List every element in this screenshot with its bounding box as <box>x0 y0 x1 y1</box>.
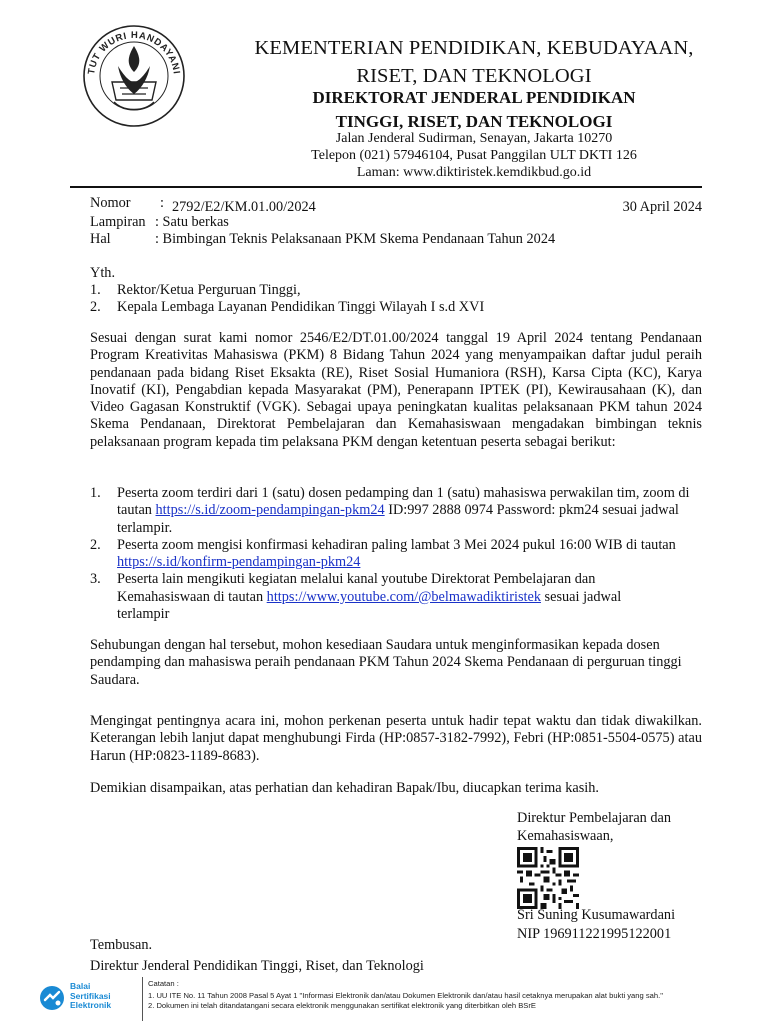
signature-qr-code <box>517 847 579 909</box>
request-paragraph: Sehubungan dengan hal tersebut, mohon kesediaan Saudara untuk menginformasikan kepada dosen pendamping dan mahasiswa peraih pendanaan PKM Tahun 2024 Skema Pendanaan di perguruan tinggi Saudara. <box>90 637 682 688</box>
lampiran-value: : Satu berkas <box>155 214 229 230</box>
hal-label: Hal <box>90 231 111 247</box>
directorate-line-2: TINGGI, RISET, DAN TEKNOLOGI <box>335 112 613 131</box>
opening-paragraph: Sesuai dengan surat kami nomor 2546/E2/DT.01.00/2024 tanggal 19 April 2024 tentang Pendanaan Program Kreativitas Mahasiswa (PKM) 8 Bidang Tahun 2024 yang menyampaikan daftar judul peraih pendanaan pada bidang Riset Eksakta (RE), Riset Sosial Humaniora (RSH), Karsa Cipta (KC), Karya Inovatif (KI), Pengabdian kepada Masyarakat (PM), Penerapann IPTEK (PI), Kewirausahaan (K), dan Video Gagasan Konstruktif (VGK). Sebagai upaya peningkatan kualitas pelaksanaan PKM tahun 2024 Skema Pendanaan, Direktorat Pembelajaran dan Kemahasiswaan mengadakan bimbingan teknis pelaksanaan program kepada tim pelaksana PKM dengan ketentuan peserta sebagai berikut: <box>90 330 702 450</box>
provision-text <box>117 485 702 537</box>
provision-number: 1. <box>90 485 101 501</box>
bsre-text-line-1: Balai <box>70 981 91 991</box>
footer-notes <box>148 979 663 1011</box>
provision-text <box>117 537 702 572</box>
provision-item <box>90 537 702 572</box>
bsre-text <box>70 982 111 1011</box>
provision-item <box>90 571 702 623</box>
recipient-text: Rektor/Ketua Perguruan Tinggi, <box>117 282 301 298</box>
nomor-colon: : <box>160 195 164 211</box>
bsre-emblem-icon <box>38 984 66 1012</box>
website-line: Laman: www.diktiristek.kemdikbud.go.id <box>356 165 592 180</box>
provision-item <box>90 485 702 537</box>
lampiran-label: Lampiran <box>90 214 146 230</box>
catatan-label: Catatan : <box>148 979 179 988</box>
cc-item: Direktur Jenderal Pendidikan Tinggi, Riset, dan Teknologi <box>90 958 424 974</box>
letterhead-contact <box>180 130 768 181</box>
youtube-link[interactable]: https://www.youtube.com/@belmawadiktiristek <box>266 588 541 605</box>
ministry-line-1: KEMENTERIAN PENDIDIKAN, KEBUDAYAAN, <box>254 37 694 59</box>
recipient-number: 1. <box>90 282 101 298</box>
provision-text-before: Peserta zoom terdiri dari 1 (satu) dosen pedamping dan 1 (satu) mahasiswa perwakilan tim, zoom di tautan <box>117 485 690 519</box>
nomor-value: 2792/E2/KM.01.00/2024 <box>172 199 316 215</box>
bsre-logo <box>38 982 138 1014</box>
recipient-item <box>90 282 301 299</box>
yth-label: Yth. <box>90 265 116 281</box>
directorate-line-1: DIREKTORAT JENDERAL PENDIDIKAN <box>312 88 636 107</box>
letter-date: 30 April 2024 <box>622 199 702 215</box>
confirmation-link[interactable]: https://s.id/konfirm-pendampingan-pkm24 <box>117 554 361 571</box>
directorate-name <box>180 86 768 134</box>
bsre-text-line-2: Sertifikasi <box>70 990 111 1001</box>
provision-number: 2. <box>90 536 101 553</box>
contact-paragraph: Mengingat pentingnya acara ini, mohon perkenan peserta untuk hadir tepat waktu dan tidak diwakilkan. Keterangan lebih lanjut dapat menghubungi Firda (HP:0857-3182-7992), Febri (HP:0851-5504-0575) atau Harun (HP:0823-1189-8683). <box>90 713 702 764</box>
provision-text-before: Peserta zoom mengisi konfirmasi kehadiran paling lambat 3 Mei 2024 pukul 16:00 WIB di tautan <box>117 536 676 553</box>
cc-label: Tembusan. <box>90 937 153 953</box>
provision-text-after: ID:997 2888 0974 Password: pkm24 sesuai jadwal terlampir. <box>117 502 679 536</box>
signatory-title-line-1: Direktur Pembelajaran dan <box>517 810 672 826</box>
signatory-name: Sri Suning Kusumawardani <box>517 907 676 923</box>
signatory-nip: NIP 196911221995122001 <box>517 926 672 942</box>
hal-value: : Bimbingan Teknis Pelaksanaan PKM Skema Pendanaan Tahun 2024 <box>155 231 556 247</box>
logo-motto: TUT WURI HANDAYANI <box>86 29 182 76</box>
provision-text-after: sesuai jadwal terlampir <box>117 588 622 623</box>
provisions-list <box>90 485 702 623</box>
zoom-link[interactable]: https://s.id/zoom-pendampingan-pkm24 <box>155 502 385 519</box>
footer-note-2: 2. Dokumen ini telah ditandatangani secara elektronik menggunakan sertifikat elektronik yang diterbitkan oleh BSrE <box>148 1001 536 1010</box>
recipient-number: 2. <box>90 299 101 315</box>
phone-line: Telepon (021) 57946104, Pusat Panggilan ULT DKTI 126 <box>311 148 637 163</box>
footer-note-1: 1. UU ITE No. 11 Tahun 2008 Pasal 5 Ayat 1 "Informasi Elektronik dan/atau Dokumen Elektronik dan/atau hasil cetaknya merupakan alat bukti yang sah." <box>148 991 663 1000</box>
provision-number: 3. <box>90 571 101 588</box>
ministry-line-2: RISET, DAN TEKNOLOGI <box>356 65 592 87</box>
recipient-item <box>90 299 484 316</box>
provision-text <box>117 571 640 623</box>
letterhead-divider <box>70 186 702 188</box>
recipient-text: Kepala Lembaga Layanan Pendidikan Tinggi Wilayah I s.d XVI <box>117 299 485 315</box>
provision-text-before: Peserta lain mengikuti kegiatan melalui kanal youtube Direktorat Pembelajaran dan Kemahasiswaan di tautan <box>117 571 596 605</box>
address-line: Jalan Jenderal Sudirman, Senayan, Jakarta 10270 <box>335 131 613 146</box>
nomor-label: Nomor <box>90 195 131 211</box>
bsre-text-line-3: Elektronik <box>70 1000 112 1010</box>
signatory-title-line-2: Kemahasiswaan, <box>517 828 614 844</box>
closing-paragraph: Demikian disampaikan, atas perhatian dan kehadiran Bapak/Ibu, diucapkan terima kasih. <box>90 780 599 796</box>
ministry-name <box>180 34 768 90</box>
